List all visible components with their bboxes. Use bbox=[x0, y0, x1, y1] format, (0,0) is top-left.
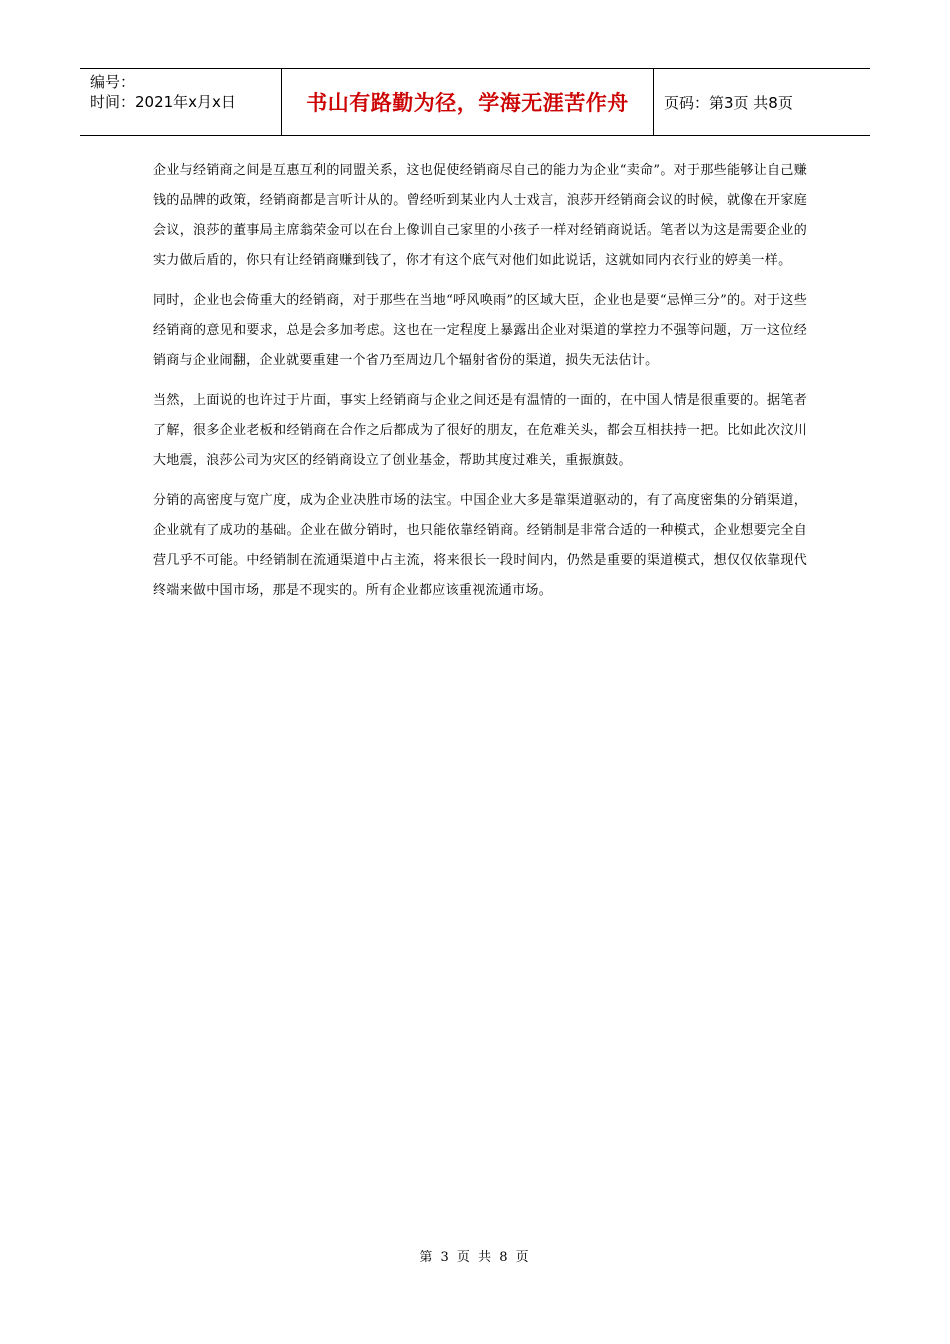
document-date-label: 时间：2021年x月x日 bbox=[90, 93, 236, 111]
header-page-number: 页码：第3页 共8页 bbox=[664, 93, 793, 112]
header-motto-cell bbox=[282, 69, 654, 135]
header-motto: 书山有路勤为径，学海无涯苦作舟 bbox=[306, 91, 629, 115]
document-header bbox=[80, 68, 870, 136]
body-paragraph: 分销的高密度与宽广度，成为企业决胜市场的法宝。中国企业大多是靠渠道驱动的，有了高度密集的分销渠道，企业就有了成功的基础。企业在做分销时，也只能依靠经销商。经销制是非常合适的一种模式，企业想要完全自营几乎不可能。中经销制在流通渠道中占主流，将来很长一段时间内，仍然是重要的渠道模式，想仅仅依靠现代终端来做中国市场，那是不现实的。所有企业都应该重视流通市场。 bbox=[153, 493, 807, 598]
header-page-cell bbox=[654, 69, 870, 135]
body-paragraph: 当然，上面说的也许过于片面，事实上经销商与企业之间还是有温情的一面的，在中国人情是很重要的。据笔者了解，很多企业老板和经销商在合作之后都成为了很好的朋友，在危难关头，都会互相扶持一把。比如此次汶川大地震，浪莎公司为灾区的经销商设立了创业基金，帮助其度过难关，重振旗鼓。 bbox=[153, 393, 807, 468]
body-paragraph: 同时，企业也会倚重大的经销商，对于那些在当地“呼风唤雨”的区域大臣，企业也是要“忌惮三分”的。对于这些经销商的意见和要求，总是会多加考虑。这也在一定程度上暴露出企业对渠道的掌控力不强等问题，万一这位经销商与企业闹翻，企业就要重建一个省乃至周边几个辐射省份的渠道，损失无法估计。 bbox=[153, 293, 807, 368]
page-footer: 第 3 页 共 8 页 bbox=[419, 1250, 531, 1265]
header-meta-cell bbox=[80, 69, 282, 135]
document-body bbox=[153, 156, 807, 616]
body-paragraph: 企业与经销商之间是互惠互利的同盟关系，这也促使经销商尽自己的能力为企业“卖命”。对于那些能够让自己赚钱的品牌的政策，经销商都是言听计从的。曾经听到某业内人士戏言，浪莎开经销商会议的时候，就像在开家庭会议，浪莎的董事局主席翁荣金可以在台上像训自己家里的小孩子一样对经销商说话。笔者以为这是需要企业的实力做后盾的，你只有让经销商赚到钱了，你才有这个底气对他们如此说话，这就如同内衣行业的婷美一样。 bbox=[153, 163, 807, 268]
document-number-label: 编号： bbox=[90, 73, 136, 91]
